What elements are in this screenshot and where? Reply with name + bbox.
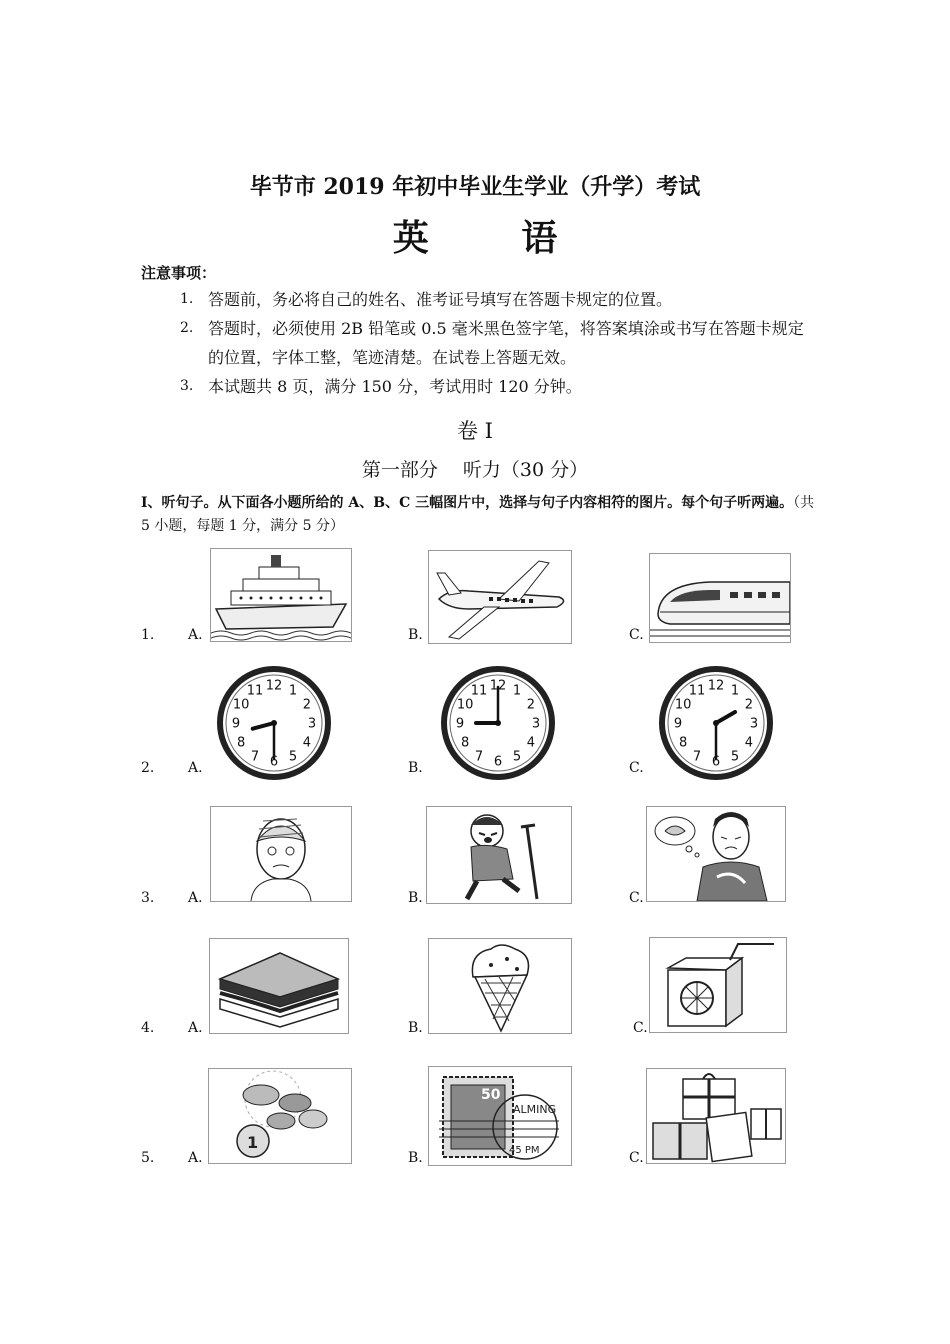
clock-numeral: 9 — [673, 716, 683, 732]
option-label: A. — [188, 890, 203, 906]
notice-item — [180, 372, 820, 402]
clock-icon[interactable] — [657, 664, 775, 782]
postmark-time: 45 PM — [509, 1145, 540, 1156]
instruction-tail: （共 5 小题，每题 1 分，满分 5 分） — [141, 495, 815, 534]
clock-numeral: 7 — [692, 749, 702, 765]
subject-title: 英 语 — [392, 217, 598, 259]
clock-numeral: 7 — [250, 749, 260, 765]
question-number: 5. — [141, 1150, 155, 1166]
clock-numeral: 10 — [232, 697, 250, 713]
option-label: C. — [629, 627, 644, 643]
clock-numeral: 1 — [512, 683, 522, 699]
gifts-icon[interactable] — [646, 1068, 786, 1164]
clock-numeral: 6 — [269, 754, 279, 770]
clock-numeral: 4 — [744, 735, 754, 751]
notice-num: 1. — [180, 291, 194, 307]
option-label: C. — [633, 1020, 648, 1036]
clock-numeral: 10 — [456, 697, 474, 713]
cruise-ship-icon[interactable] — [210, 548, 352, 642]
notice-item — [180, 285, 820, 315]
bullet-train-icon[interactable] — [649, 553, 791, 643]
clock-icon[interactable] — [215, 664, 333, 782]
clock-numeral: 11 — [688, 683, 706, 699]
option-label: A. — [188, 1020, 203, 1036]
clock-numeral: 9 — [455, 716, 465, 732]
question-number: 2. — [141, 760, 155, 776]
option-label: C. — [629, 890, 644, 906]
volume-heading: 卷 Ⅰ — [457, 419, 493, 443]
notice-text: 本试题共 8 页，满分 150 分，考试用时 120 分钟。 — [208, 377, 582, 396]
clock-numeral: 12 — [489, 678, 507, 694]
question-number: 4. — [141, 1020, 155, 1036]
clock-numeral: 2 — [744, 697, 754, 713]
sandwich-icon[interactable] — [209, 938, 349, 1034]
notice-text: 答题前，务必将自己的姓名、准考证号填写在答题卡规定的位置。 — [208, 290, 673, 309]
clock-numeral: 1 — [730, 683, 740, 699]
notice-num: 3. — [180, 378, 194, 394]
option-label: B. — [408, 760, 423, 776]
part-heading: 第一部分 听力（30 分） — [361, 459, 589, 481]
ice-cream-icon[interactable] — [428, 938, 572, 1034]
crutch-boy-icon[interactable] — [426, 806, 572, 904]
clock-numeral: 8 — [236, 735, 246, 751]
clock-numeral: 7 — [474, 749, 484, 765]
notice-item — [180, 314, 820, 374]
option-label: B. — [408, 890, 423, 906]
clock-icon[interactable] — [439, 664, 557, 782]
section-instruction — [141, 492, 821, 538]
clock-numeral: 2 — [302, 697, 312, 713]
clock-numeral: 3 — [749, 716, 759, 732]
svg-text:1: 1 — [247, 1133, 259, 1152]
notice-text: 答题时，必须使用 2B 铅笔或 0.5 毫米黑色签字笔，将答案填涂或书写在答题卡规定的位置，字体工整，笔迹清楚。在试卷上答题无效。 — [208, 319, 804, 367]
clock-numeral: 11 — [470, 683, 488, 699]
exam-title: 毕节市 2019 年初中毕业生学业（升学）考试 — [249, 174, 701, 200]
clock-numeral: 5 — [730, 749, 740, 765]
clock-numeral: 8 — [678, 735, 688, 751]
option-label: B. — [408, 1150, 423, 1166]
option-label: C. — [629, 760, 644, 776]
clock-numeral: 6 — [711, 754, 721, 770]
clock-numeral: 5 — [288, 749, 298, 765]
stamp-value: 50 — [481, 1087, 501, 1103]
stamp-icon[interactable] — [428, 1066, 572, 1166]
postmark-text: ALMING — [513, 1103, 557, 1116]
clock-numeral: 10 — [674, 697, 692, 713]
airplane-icon[interactable] — [428, 550, 572, 644]
clock-numeral: 1 — [288, 683, 298, 699]
coins-icon[interactable] — [208, 1068, 352, 1164]
question-number: 3. — [141, 890, 155, 906]
option-label: B. — [408, 1020, 423, 1036]
option-label: A. — [188, 760, 203, 776]
clock-numeral: 2 — [526, 697, 536, 713]
notice-num: 2. — [180, 320, 194, 336]
clock-numeral: 3 — [307, 716, 317, 732]
clock-numeral: 8 — [460, 735, 470, 751]
option-label: A. — [188, 627, 203, 643]
clock-numeral: 3 — [531, 716, 541, 732]
option-label: C. — [629, 1150, 644, 1166]
notice-heading: 注意事项： — [141, 264, 217, 282]
clock-numeral: 6 — [493, 754, 503, 770]
clock-numeral: 12 — [265, 678, 283, 694]
instruction-bold: Ⅰ、听句子。从下面各小题所给的 A、B、C 三幅图片中，选择与句子内容相符的图片。每个句子听两遍。 — [141, 495, 794, 511]
clock-numeral: 11 — [246, 683, 264, 699]
injured-head-icon[interactable] — [210, 806, 352, 902]
juice-box-icon[interactable] — [649, 937, 787, 1033]
option-label: A. — [188, 1150, 203, 1166]
stomachache-man-icon[interactable] — [646, 806, 786, 902]
option-label: B. — [408, 627, 423, 643]
question-number: 1. — [141, 627, 155, 643]
clock-numeral: 5 — [512, 749, 522, 765]
clock-numeral: 4 — [526, 735, 536, 751]
clock-numeral: 4 — [302, 735, 312, 751]
clock-numeral: 12 — [707, 678, 725, 694]
clock-numeral: 9 — [231, 716, 241, 732]
